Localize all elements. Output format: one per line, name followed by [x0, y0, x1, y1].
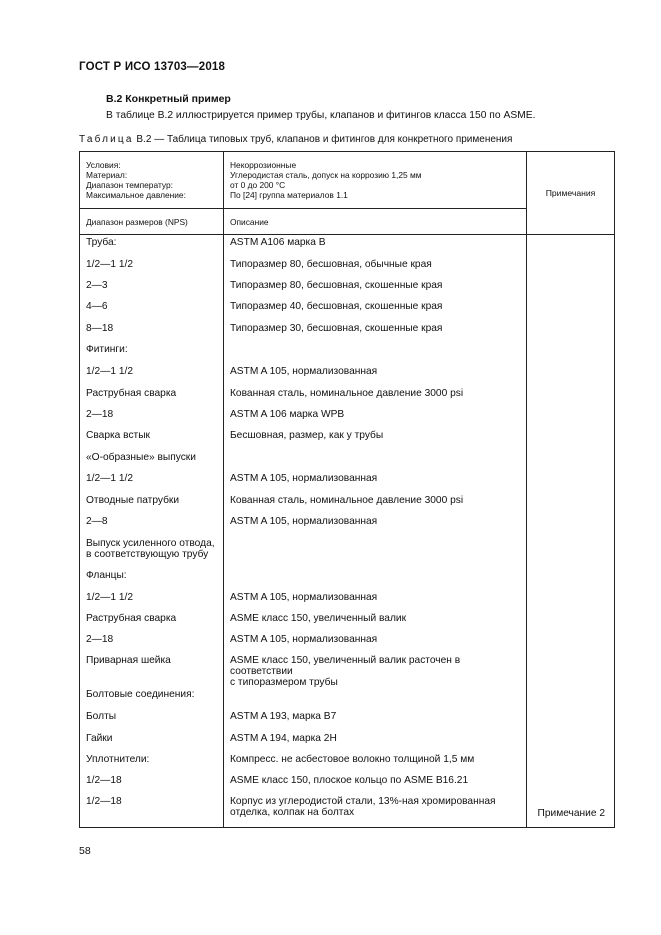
- description-entry: [224, 634, 526, 655]
- size-range-entry: [80, 516, 223, 538]
- size-range-entry: [80, 634, 223, 655]
- size-range-entry: [80, 237, 223, 259]
- size-range-text: 1/2—1 1/2: [86, 592, 134, 603]
- description-text: ASTM A 105, нормализованная: [230, 592, 378, 603]
- description-entry: [224, 796, 526, 827]
- description-entry: [224, 592, 526, 613]
- size-range-entry: [80, 570, 223, 592]
- notes-header-cell: Примечания: [527, 152, 615, 235]
- size-range-entry: [80, 689, 223, 711]
- size-range-text: Болтовые соединения:: [86, 689, 195, 700]
- description-text: ASTM A 193, марка В7: [230, 711, 337, 722]
- description-text: ASTM A 105, нормализованная: [230, 516, 378, 527]
- size-range-text: Приварная шейка: [86, 655, 171, 666]
- description-text: Компресс. не асбестовое волокно толщиной 1,5 мм: [230, 754, 475, 765]
- size-range-entry: [80, 280, 223, 301]
- size-range-entry: [80, 452, 223, 473]
- size-range-text: 2—18: [86, 409, 114, 420]
- size-range-text: 2—3: [86, 280, 108, 291]
- description-text: ASTM A 106 марка WPB: [230, 409, 345, 420]
- condition-label: Диапазон температур:: [86, 180, 173, 190]
- condition-value: Некоррозионные: [230, 160, 297, 170]
- size-range-text: Отводные патрубки: [86, 495, 180, 506]
- description-entry: [224, 259, 526, 280]
- size-range-text: в соответствующую трубу: [86, 549, 209, 560]
- description-text: Кованная сталь, номинальное давление 3000 psi: [230, 388, 464, 399]
- description-text: ASTM A 105, нормализованная: [230, 366, 378, 377]
- description-entry: [224, 754, 526, 775]
- description-entry: [224, 733, 526, 754]
- description-text: ASTM A 105, нормализованная: [230, 634, 378, 645]
- document-id: ГОСТ Р ИСО 13703—2018: [79, 61, 226, 73]
- note-text: Примечание 2: [537, 808, 605, 819]
- size-range-entry: [80, 323, 223, 344]
- size-range-entry: [80, 754, 223, 775]
- page-number: 58: [79, 845, 91, 857]
- description-entry: [224, 538, 526, 570]
- description-text: Корпус из углеродистой стали, 13%-ная хромированная: [230, 796, 496, 807]
- description-entry: [224, 409, 526, 430]
- description-text: ASTM A 105, нормализованная: [230, 473, 378, 484]
- description-text: с типоразмером трубы: [230, 677, 338, 688]
- size-range-entry: [80, 711, 223, 733]
- description-text: ASTM A106 марка В: [230, 237, 326, 248]
- size-range-entry: [80, 473, 223, 495]
- notes-column: [527, 235, 615, 828]
- size-range-header: Диапазон размеров (NPS): [80, 209, 224, 235]
- size-range-text: Фитинги:: [86, 344, 128, 355]
- size-range-text: 1/2—1 1/2: [86, 259, 134, 270]
- size-range-entry: [80, 796, 223, 827]
- size-range-text: Раструбная сварка: [86, 613, 177, 624]
- description-entry: [224, 516, 526, 538]
- size-range-text: 8—18: [86, 323, 114, 334]
- size-range-text: 2—8: [86, 516, 108, 527]
- conditions-values-cell: [224, 152, 527, 209]
- pipe-fittings-table: [79, 151, 615, 828]
- description-header: Описание: [224, 209, 527, 235]
- size-range-text: 1/2—1 1/2: [86, 473, 134, 484]
- size-range-entry: [80, 409, 223, 430]
- condition-value: По [24] группа материалов 1.1: [230, 190, 348, 200]
- description-text: ASTM A 194, марка 2Н: [230, 733, 337, 744]
- table-caption-number: В.2: [136, 134, 152, 145]
- description-text: Типоразмер 40, бесшовная, скошенные края: [230, 301, 443, 312]
- size-range-entry: [80, 655, 223, 689]
- size-range-text: Труба:: [86, 237, 117, 248]
- table-header-conditions-row: [80, 152, 615, 209]
- size-range-text: 1/2—18: [86, 775, 122, 786]
- description-entry: [224, 301, 526, 323]
- size-range-entry: [80, 366, 223, 388]
- size-range-entry: [80, 775, 223, 796]
- table-caption-prefix: Таблица: [79, 134, 134, 145]
- description-entry: [224, 452, 526, 473]
- description-text: Типоразмер 30, бесшовная, скошенные края: [230, 323, 443, 334]
- description-entry: [224, 711, 526, 733]
- description-entry: [224, 495, 526, 516]
- size-range-entry: [80, 592, 223, 613]
- size-range-text: 1/2—1 1/2: [86, 366, 134, 377]
- size-range-text: Выпуск усиленного отвода,: [86, 538, 215, 549]
- size-range-text: 1/2—18: [86, 796, 122, 807]
- size-range-entry: [80, 344, 223, 366]
- condition-value: Углеродистая сталь, допуск на коррозию 1,25 мм: [230, 170, 422, 180]
- description-entry: [224, 655, 526, 689]
- size-range-entry: [80, 388, 223, 409]
- size-range-entry: [80, 259, 223, 280]
- table-caption-text: — Таблица типовых труб, клапанов и фитингов для конкретного применения: [154, 134, 513, 145]
- table-caption: [79, 134, 512, 145]
- size-range-text: Фланцы:: [86, 570, 127, 581]
- section-title: В.2 Конкретный пример: [106, 93, 231, 105]
- description-text: ASME класс 150, плоское кольцо по ASME В16.21: [230, 775, 469, 786]
- description-entry: [224, 775, 526, 796]
- condition-value: от 0 до 200 °С: [230, 180, 286, 190]
- size-range-text: Раструбная сварка: [86, 388, 177, 399]
- conditions-labels-cell: [80, 152, 224, 209]
- size-range-entry: [80, 613, 223, 634]
- description-entry: [224, 323, 526, 344]
- description-entry: [224, 689, 526, 711]
- description-text: Типоразмер 80, бесшовная, скошенные края: [230, 280, 443, 291]
- size-range-text: «О-образные» выпуски: [86, 452, 196, 463]
- description-entry: [224, 366, 526, 388]
- description-text: Типоразмер 80, бесшовная, обычные края: [230, 259, 432, 270]
- description-entry: [224, 237, 526, 259]
- size-range-text: 4—6: [86, 301, 108, 312]
- size-range-entry: [80, 495, 223, 516]
- table-body-row: [80, 235, 615, 828]
- size-range-text: 2—18: [86, 634, 114, 645]
- condition-label: Максимальное давление:: [86, 190, 186, 200]
- section-intro: В таблице В.2 иллюстрируется пример трубы, клапанов и фитингов класса 150 по ASME.: [106, 110, 536, 121]
- size-range-text: Сварка встык: [86, 430, 151, 441]
- description-entry: [224, 570, 526, 592]
- description-entry: [224, 280, 526, 301]
- size-range-entry: [80, 733, 223, 754]
- size-range-text: Гайки: [86, 733, 113, 744]
- description-text: Бесшовная, размер, как у трубы: [230, 430, 384, 441]
- size-range-entry: [80, 301, 223, 323]
- size-range-text: Уплотнители:: [86, 754, 150, 765]
- description-text: отделка, колпак на болтах: [230, 807, 355, 818]
- description-entry: [224, 430, 526, 452]
- description-text: ASME класс 150, увеличенный валик расточен в соответствии: [230, 655, 461, 677]
- size-column: [80, 235, 224, 828]
- condition-label: Материал:: [86, 170, 128, 180]
- description-entry: [224, 613, 526, 634]
- description-entry: [224, 473, 526, 495]
- size-range-entry: [80, 430, 223, 452]
- description-entry: [224, 344, 526, 366]
- description-text: Кованная сталь, номинальное давление 3000 psi: [230, 495, 464, 506]
- condition-label: Условия:: [86, 160, 121, 170]
- size-range-text: Болты: [86, 711, 117, 722]
- description-entry: [224, 388, 526, 409]
- description-column: [224, 235, 527, 828]
- size-range-entry: [80, 538, 223, 570]
- description-text: ASME класс 150, увеличенный валик: [230, 613, 407, 624]
